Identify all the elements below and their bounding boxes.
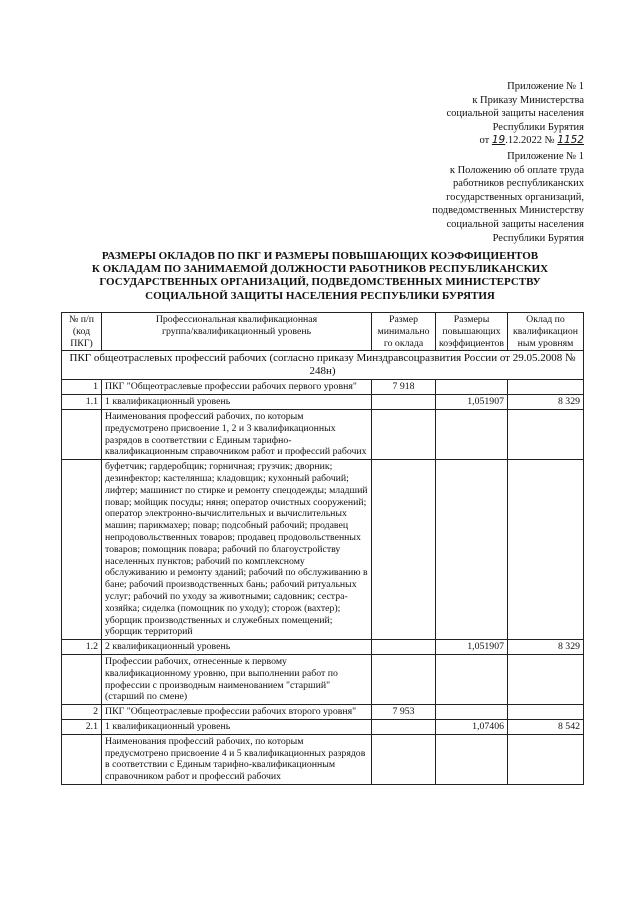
- cell-coef: [436, 460, 508, 640]
- cell-salary: [508, 734, 584, 784]
- header-salary: Оклад по квалификацион ным уровням: [508, 313, 584, 351]
- date-day-handwritten: 19: [491, 134, 506, 147]
- cell-num: 2.1: [62, 719, 102, 734]
- cell-text: ПКГ "Общеотраслевые профессии рабочих второго уровня": [102, 705, 372, 720]
- table-row: [62, 705, 584, 720]
- table-row: [62, 654, 584, 704]
- header-num: № п/п (код ПКГ): [62, 313, 102, 351]
- approval-line: работников республиканских: [453, 178, 584, 190]
- cell-min: 7 953: [372, 705, 436, 720]
- header-min-salary: Размер минимально го оклада: [372, 313, 436, 351]
- approval-line: Республики Бурятия: [492, 121, 584, 133]
- cell-num: 1.2: [62, 640, 102, 655]
- title-line: РАЗМЕРЫ ОКЛАДОВ ПО ПКГ И РАЗМЕРЫ ПОВЫШАЮЩИХ КОЭФФИЦИЕНТОВ: [101, 250, 539, 262]
- date-rest: .12.2022 №: [505, 135, 555, 147]
- table-row: [62, 734, 584, 784]
- approval-block-regulation: [432, 150, 584, 245]
- cell-salary: [508, 409, 584, 459]
- cell-coef: 1,07406: [436, 719, 508, 734]
- title-line: СОЦИАЛЬНОЙ ЗАЩИТЫ НАСЕЛЕНИЯ РЕСПУБЛИКИ БУРЯТИЯ: [145, 289, 495, 302]
- approval-line: Республики Бурятия: [492, 232, 584, 244]
- cell-salary: [508, 654, 584, 704]
- cell-coef: [436, 380, 508, 395]
- cell-coef: [436, 734, 508, 784]
- cell-salary: [508, 460, 584, 640]
- table-row: [62, 640, 584, 655]
- cell-text: Наименования профессий рабочих, по которым предусмотрено присвоение 4 и 5 квалификационных разрядов в соответствии с Единым тарифно-квалификационным справочником работ и профессий рабочих: [102, 734, 372, 784]
- title-line: К ОКЛАДАМ ПО ЗАНИМАЕМОЙ ДОЛЖНОСТИ РАБОТНИКОВ РЕСПУБЛИКАНСКИХ: [91, 263, 549, 276]
- table-row: [62, 719, 584, 734]
- salary-table: [61, 312, 584, 785]
- approval-line: социальной защиты населения: [446, 108, 584, 120]
- table-header-row: [62, 313, 584, 351]
- cell-num: [62, 409, 102, 459]
- cell-min: [372, 640, 436, 655]
- header-coef: Размеры повышающих коэффициентов: [436, 313, 508, 351]
- cell-num: 1.1: [62, 395, 102, 410]
- cell-text: ПКГ "Общеотраслевые профессии рабочих первого уровня": [102, 380, 372, 395]
- cell-coef: [436, 409, 508, 459]
- cell-min: [372, 460, 436, 640]
- approval-line: социальной защиты населения: [446, 218, 584, 230]
- cell-salary: 8 329: [508, 640, 584, 655]
- approval-line: к Приказу Министерства: [472, 94, 584, 106]
- approval-line: к Положению об оплате труда: [449, 164, 584, 176]
- doc-number-handwritten: 1152: [557, 134, 584, 147]
- cell-num: [62, 654, 102, 704]
- table-row: [62, 409, 584, 459]
- cell-num: [62, 460, 102, 640]
- cell-text: Профессии рабочих, отнесенные к первому квалификационному уровню, при выполнении работ по профессии с производным наименованием "старший" (старший по смене): [102, 654, 372, 704]
- table-row: [62, 460, 584, 640]
- cell-min: [372, 409, 436, 459]
- cell-min: [372, 654, 436, 704]
- table-row: [62, 395, 584, 410]
- cell-salary: [508, 705, 584, 720]
- approval-line: Приложение № 1: [507, 81, 584, 92]
- cell-coef: 1,051907: [436, 395, 508, 410]
- approval-date-line: [446, 134, 584, 148]
- approval-line: подведомственных Министерству: [432, 205, 584, 217]
- cell-min: [372, 395, 436, 410]
- cell-coef: [436, 705, 508, 720]
- cell-num: [62, 734, 102, 784]
- approval-block-order: [446, 80, 584, 148]
- cell-text: 1 квалификационный уровень: [102, 719, 372, 734]
- cell-salary: 8 542: [508, 719, 584, 734]
- approval-line: государственных организаций,: [446, 191, 584, 203]
- table-row: [62, 380, 584, 395]
- cell-text: 1 квалификационный уровень: [102, 395, 372, 410]
- cell-min: [372, 734, 436, 784]
- section-row: [62, 351, 584, 380]
- cell-min: [372, 719, 436, 734]
- date-prefix: от: [479, 135, 490, 147]
- cell-num: 1: [62, 380, 102, 395]
- cell-salary: 8 329: [508, 395, 584, 410]
- approval-line: Приложение № 1: [507, 151, 584, 162]
- section-title: ПКГ общеотраслевых профессий рабочих (согласно приказу Минздравсоцразвития России от 29.05.2008 № 248н): [62, 351, 584, 380]
- header-group: Профессиональная квалификационная группа/квалификационный уровень: [102, 313, 372, 351]
- cell-text: буфетчик; гардеробщик; горничная; грузчик; дворник; дезинфектор; кастелянша; кладовщик; кухонный рабочий; лифтер; машинист по стирке и ремонту спецодежды; младший повар; мойщик посуды; няня; оператор очистных сооружений; оператор электронно-вычислительных и вычислительных машин; парикмахер; повар; подсобный рабочий; продавец непродовольственных товаров; продавец продовольственных товаров; помощник повара; рабочий по благоустройству населенных пунктов; рабочий по комплексному обслуживанию и ремонту зданий; рабочий по обслуживанию в бане; рабочий производственных бань; рабочий ритуальных услуг; рабочий по уходу за животными; садовник; сестра-хозяйка; сиделка (помощник по уходу); сторож (вахтер); уборщик производственных и служебных помещений; уборщик территорий: [102, 460, 372, 640]
- cell-coef: 1,051907: [436, 640, 508, 655]
- cell-text: Наименования профессий рабочих, по которым предусмотрено присвоение 1, 2 и 3 квалификационных разрядов в соответствии с Единым тарифно-квалификационным справочником работ и профессий рабочих: [102, 409, 372, 459]
- cell-salary: [508, 380, 584, 395]
- document-title: [70, 250, 570, 303]
- title-line: ГОСУДАРСТВЕННЫХ ОРГАНИЗАЦИЙ, ПОДВЕДОМСТВЕННЫХ МИНИСТЕРСТВУ: [99, 276, 541, 289]
- cell-num: 2: [62, 705, 102, 720]
- cell-text: 2 квалификационный уровень: [102, 640, 372, 655]
- cell-min: 7 918: [372, 380, 436, 395]
- cell-coef: [436, 654, 508, 704]
